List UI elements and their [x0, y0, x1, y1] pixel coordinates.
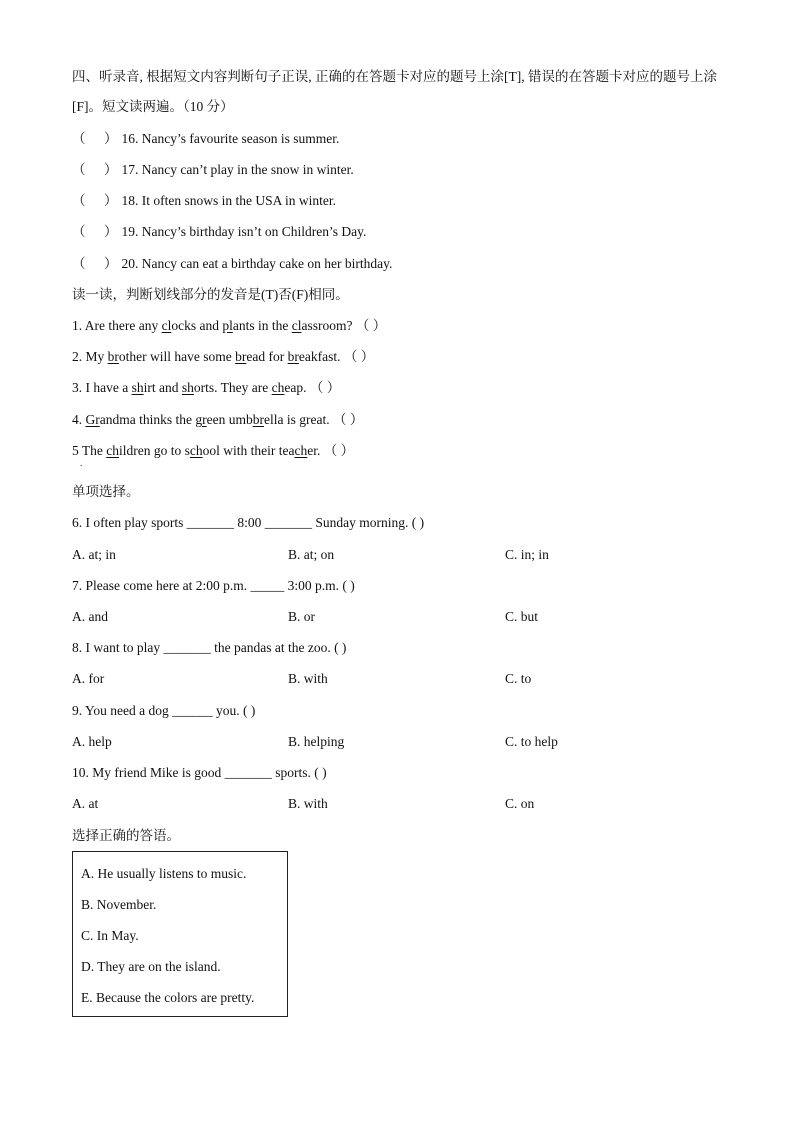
- sentence-text: er. （ ）: [307, 443, 355, 458]
- sentence-text: irt and: [143, 380, 182, 395]
- sentence-text: 2. My: [72, 349, 108, 364]
- phonics-question-5: [72, 442, 354, 460]
- underlined-sound: br: [235, 349, 247, 364]
- tf-item-18: [72, 192, 336, 210]
- sentence-text: ead for: [246, 349, 288, 364]
- choice-section-title: 单项选择。: [72, 484, 140, 499]
- answer-option-b: B. November.: [81, 897, 157, 912]
- answer-paren-close: ）: [104, 131, 118, 146]
- underlined-sound: cl: [161, 318, 172, 333]
- answer-option-c: C. In May.: [81, 928, 139, 943]
- stray-dot: .: [80, 458, 83, 468]
- sentence-text: ella is great. （ ）: [263, 412, 364, 427]
- section-4-instructions: 四、听录音, 根据短文内容判断句子正误, 正确的在答题卡对应的题号上涂[T], 错误的在答题卡对应的题号上涂[F]。短文读两遍。（10 分）: [72, 69, 717, 114]
- option-b: B. helping: [288, 734, 345, 749]
- option-c: C. to help: [505, 734, 558, 749]
- answer-paren-open: （: [72, 162, 86, 177]
- option-b: B. or: [288, 609, 315, 624]
- tf-item-text: 19. Nancy’s birthday isn’t on Children’s Day.: [121, 224, 367, 239]
- sentence-text: ool with their tea: [202, 443, 295, 458]
- sentence-text: 4.: [72, 412, 86, 427]
- sentence-text: 3. I have a: [72, 380, 132, 395]
- answer-paren-close: ）: [104, 193, 118, 208]
- phonics-question-3: [72, 379, 340, 397]
- sentence-text: andma thinks the: [99, 412, 196, 427]
- tf-item-19: [72, 223, 366, 241]
- underlined-sound: cl: [291, 318, 302, 333]
- phonics-question-4: [72, 411, 363, 429]
- option-a: A. at: [72, 796, 99, 811]
- sentence-text: een umb: [206, 412, 253, 427]
- answer-paren-close: ）: [104, 256, 118, 271]
- tf-item-text: 18. It often snows in the USA in winter.: [121, 193, 336, 208]
- underlined-sound: Gr: [85, 412, 100, 427]
- option-c: C. on: [505, 796, 535, 811]
- answer-paren-close: ）: [104, 224, 118, 239]
- tf-item-text: 16. Nancy’s favourite season is summer.: [121, 131, 340, 146]
- choice-question-9: 9. You need a dog ______ you. ( ): [72, 703, 256, 718]
- option-c: C. to: [505, 671, 532, 686]
- underlined-sound: sh: [131, 380, 144, 395]
- answer-option-e: E. Because the colors are pretty.: [81, 990, 255, 1005]
- sentence-text: orts. They are: [193, 380, 272, 395]
- answers-section-title: 选择正确的答语。: [72, 828, 180, 843]
- option-a: A. help: [72, 734, 112, 749]
- sentence-text: ants in the: [232, 318, 292, 333]
- tf-item-17: [72, 161, 354, 179]
- tf-item-20: [72, 255, 392, 273]
- answer-paren-open: （: [72, 224, 86, 239]
- answer-options-box: [72, 851, 288, 1017]
- option-c: C. but: [505, 609, 539, 624]
- sentence-text: 1. Are there any: [72, 318, 162, 333]
- underlined-sound: br: [252, 412, 264, 427]
- underlined-sound: br: [287, 349, 299, 364]
- answer-option-d: D. They are on the island.: [81, 959, 221, 974]
- choice-question-10: 10. My friend Mike is good _______ sports. ( ): [72, 765, 327, 780]
- tf-item-text: 20. Nancy can eat a birthday cake on her birthday.: [121, 256, 393, 271]
- choice-question-7: 7. Please come here at 2:00 p.m. _____ 3:00 p.m. ( ): [72, 578, 355, 593]
- answer-option-a: A. He usually listens to music.: [81, 866, 247, 881]
- underlined-sound: br: [107, 349, 119, 364]
- answer-paren-open: （: [72, 193, 86, 208]
- phonics-question-2: [72, 348, 374, 366]
- answer-paren-open: （: [72, 131, 86, 146]
- answer-paren-open: （: [72, 256, 86, 271]
- tf-item-text: 17. Nancy can’t play in the snow in winter.: [121, 162, 354, 177]
- underlined-sound: ch: [189, 443, 203, 458]
- sentence-text: ildren go to s: [119, 443, 190, 458]
- option-b: B. with: [288, 796, 328, 811]
- underlined-sound: pl: [222, 318, 233, 333]
- tf-item-16: [72, 130, 339, 148]
- answer-paren-close: ）: [104, 162, 118, 177]
- option-b: B. at; on: [288, 547, 335, 562]
- underlined-sound: gr: [195, 412, 207, 427]
- sentence-text: ocks and: [171, 318, 223, 333]
- option-a: A. at; in: [72, 547, 116, 562]
- phonics-question-1: [72, 317, 386, 335]
- sentence-text: eakfast. （ ）: [298, 349, 375, 364]
- underlined-sound: ch: [294, 443, 308, 458]
- underlined-sound: ch: [271, 380, 285, 395]
- sentence-text: assroom? （ ）: [301, 318, 387, 333]
- option-b: B. with: [288, 671, 328, 686]
- option-a: A. and: [72, 609, 108, 624]
- underlined-sound: ch: [106, 443, 119, 458]
- choice-question-8: 8. I want to play _______ the pandas at the zoo. ( ): [72, 640, 347, 655]
- option-c: C. in; in: [505, 547, 549, 562]
- option-a: A. for: [72, 671, 105, 686]
- choice-question-6: 6. I often play sports _______ 8:00 _______ Sunday morning. ( ): [72, 515, 425, 530]
- sentence-text: 5 The: [72, 443, 107, 458]
- underlined-sound: sh: [181, 380, 194, 395]
- phonics-instructions: 读一读，判断划线部分的发音是(T)否(F)相同。: [72, 287, 349, 302]
- sentence-text: eap. （ ）: [284, 380, 341, 395]
- sentence-text: other will have some: [118, 349, 236, 364]
